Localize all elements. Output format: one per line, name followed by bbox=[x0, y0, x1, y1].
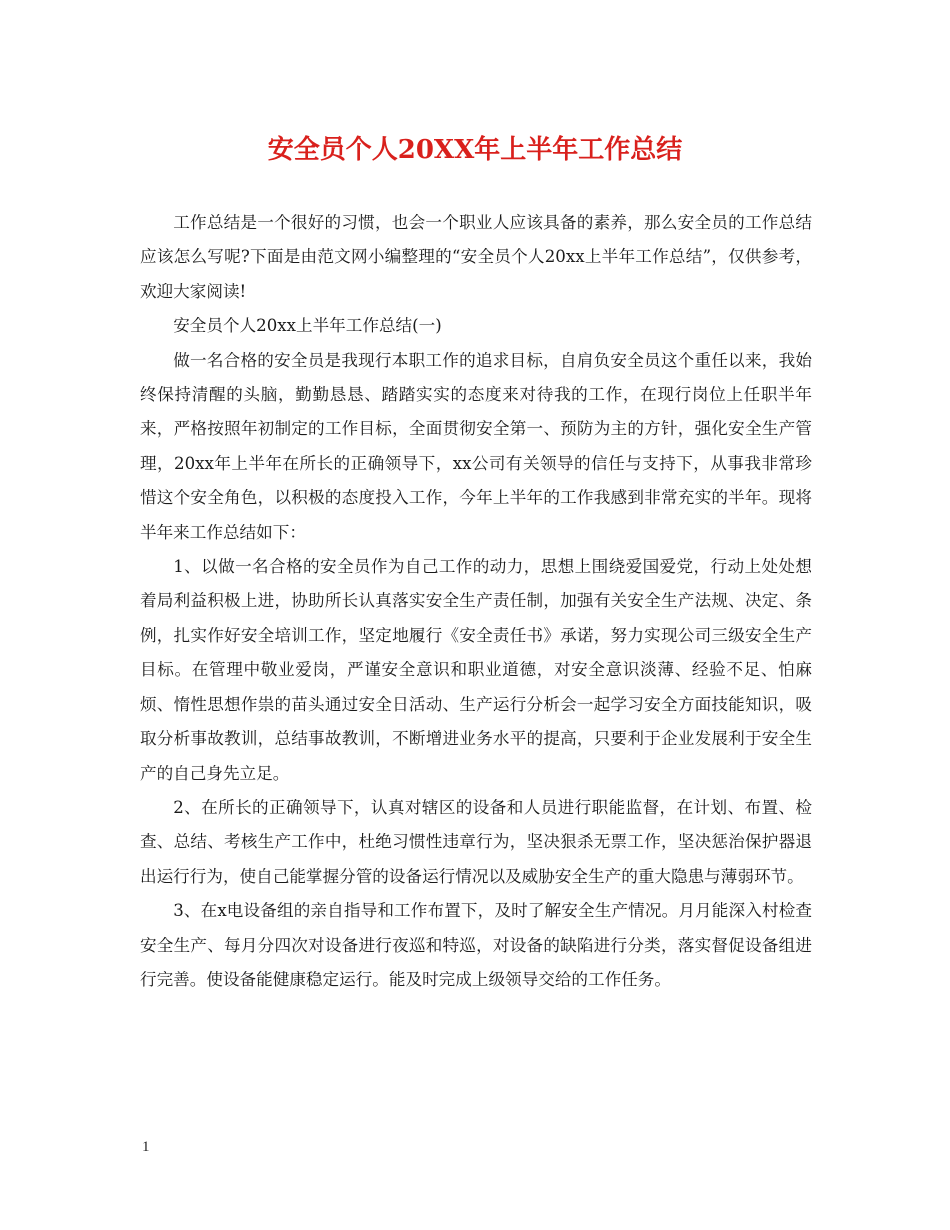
paragraph-item-2: 2、在所长的正确领导下，认真对辖区的设备和人员进行职能监督，在计划、布置、检查、总结、考核生产工作中，杜绝习惯性违章行为，坚决狠杀无票工作，坚决惩治保护器退出运行行为，使自己能掌握分管的设备运行情况以及威胁安全生产的重大隐患与薄弱环节。 bbox=[140, 797, 812, 886]
document-body bbox=[140, 206, 812, 997]
paragraph-overview: 做一名合格的安全员是我现行本职工作的追求目标，自肩负安全员这个重任以来，我始终保持清醒的头脑，勤勤恳恳、踏踏实实的态度来对待我的工作，在现行岗位上任职半年来，严格按照年初制定的工作目标，全面贯彻安全第一、预防为主的方针，强化安全生产管理，20xx年上半年在所长的正确领导下，xx公司有关领导的信任与支持下，从事我非常珍惜这个安全角色，以积极的态度投入工作，今年上半年的工作我感到非常充实的半年。现将半年来工作总结如下： bbox=[140, 350, 812, 542]
paragraph-item-1: 1、以做一名合格的安全员作为自己工作的动力，思想上围绕爱国爱党，行动上处处想着局利益积极上进，协助所长认真落实安全生产责任制，加强有关安全生产法规、决定、条例，扎实作好安全培训工作，坚定地履行《安全责任书》承诺，努力实现公司三级安全生产目标。在管理中敬业爱岗，严谨安全意识和职业道德，对安全意识淡薄、经验不足、怕麻烦、惰性思想作祟的苗头通过安全日活动、生产运行分析会一起学习安全方面技能知识，吸取分析事故教训，总结事故教训，不断增进业务水平的提高，只要利于企业发展利于安全生产的自己身先立足。 bbox=[140, 557, 812, 783]
page-number: 1 bbox=[142, 1139, 150, 1155]
paragraph-item-3: 3、在x电设备组的亲自指导和工作布置下，及时了解安全生产情况。月月能深入村检查安全生产、每月分四次对设备进行夜巡和特巡，对设备的缺陷进行分类，落实督促设备组进行完善。使设备能健康稳定运行。能及时完成上级领导交给的工作任务。 bbox=[140, 901, 812, 989]
paragraph-intro: 工作总结是一个很好的习惯，也会一个职业人应该具备的素养，那么安全员的工作总结应该怎么写呢?下面是由范文网小编整理的“安全员个人20xx上半年工作总结”，仅供参考，欢迎大家阅读! bbox=[140, 213, 812, 301]
section-heading: 安全员个人20xx上半年工作总结(一) bbox=[173, 316, 442, 336]
document-title: 安全员个人20XX年上半年工作总结 bbox=[267, 135, 683, 165]
